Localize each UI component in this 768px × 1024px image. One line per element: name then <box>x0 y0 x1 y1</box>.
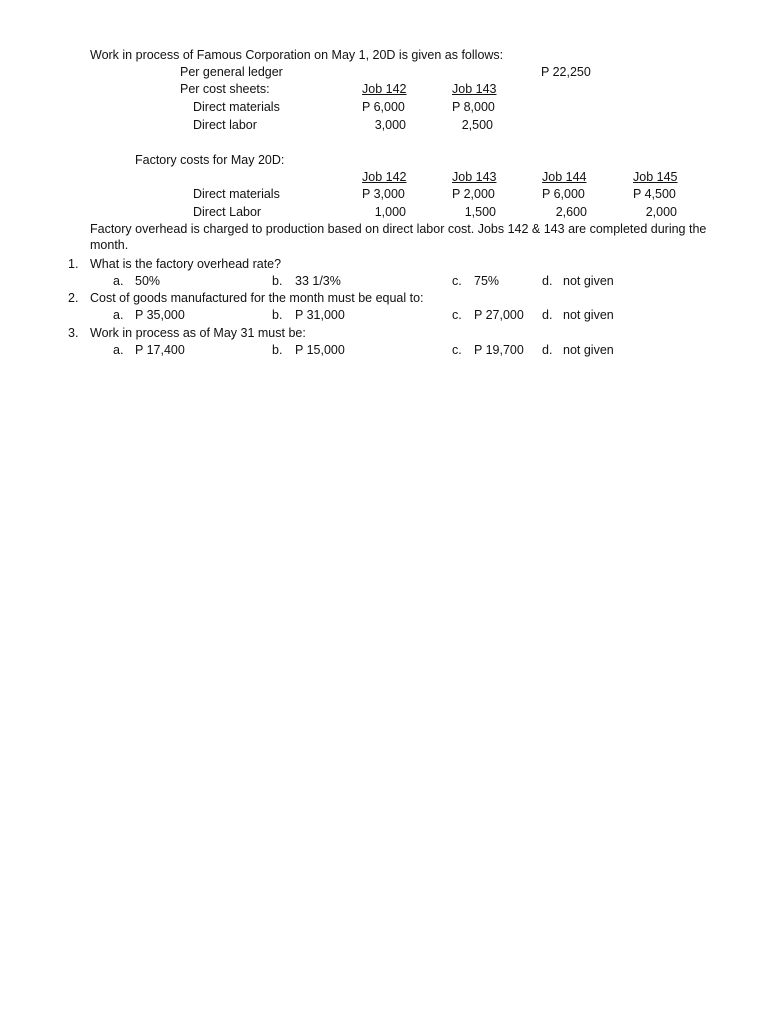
may-dm-job-143: P 2,000 <box>452 187 495 201</box>
may-dm-label: Direct materials <box>193 187 280 201</box>
question-3-text: Work in process as of May 31 must be: <box>90 326 306 340</box>
question-2-number: 2. <box>68 291 79 305</box>
q2-option-d: not given <box>563 308 614 322</box>
q3-option-b: P 15,000 <box>295 343 345 357</box>
q3-option-b-letter: b. <box>272 343 283 357</box>
q1-option-b: 33 1/3% <box>295 274 341 288</box>
q1-option-d-letter: d. <box>542 274 553 288</box>
opening-job-142-header: Job 142 <box>362 82 407 96</box>
opening-dl-job-142: 3,000 <box>374 118 406 132</box>
overhead-note: Factory overhead is charged to production based on direct labor cost. Jobs 142 & 143 are completed during the month. <box>90 222 707 252</box>
ledger-value: P 22,250 <box>541 65 591 79</box>
opening-dl-label: Direct labor <box>193 118 257 132</box>
q1-option-a-letter: a. <box>113 274 124 288</box>
may-job-145-header: Job 145 <box>633 170 678 184</box>
may-dm-job-142: P 3,000 <box>362 187 405 201</box>
may-dl-job-144: 2,600 <box>555 205 587 219</box>
q2-option-b-letter: b. <box>272 308 283 322</box>
q3-option-c: P 19,700 <box>474 343 524 357</box>
q1-option-b-letter: b. <box>272 274 283 288</box>
q1-option-c: 75% <box>474 274 500 288</box>
opening-dm-job-142: P 6,000 <box>362 100 405 114</box>
may-job-143-header: Job 143 <box>452 170 497 184</box>
q2-option-a: P 35,000 <box>135 308 185 322</box>
q3-option-d-letter: d. <box>542 343 553 357</box>
q3-option-d: not given <box>563 343 614 357</box>
q2-option-d-letter: d. <box>542 308 553 322</box>
q1-option-d: not given <box>563 274 614 288</box>
may-dl-job-142: 1,000 <box>374 205 406 219</box>
q1-option-a: 50% <box>135 274 161 288</box>
may-dm-job-144: P 6,000 <box>542 187 585 201</box>
intro-text: Work in process of Famous Corporation on May 1, 20D is given as follows: <box>90 48 504 62</box>
q3-option-a: P 17,400 <box>135 343 185 357</box>
may-job-144-header: Job 144 <box>542 170 587 184</box>
q2-option-c: P 27,000 <box>474 308 524 322</box>
may-dm-job-145: P 4,500 <box>633 187 676 201</box>
may-heading: Factory costs for May 20D: <box>135 153 285 167</box>
may-dl-job-143: 1,500 <box>464 205 496 219</box>
opening-job-143-header: Job 143 <box>452 82 497 96</box>
q1-option-c-letter: c. <box>452 274 462 288</box>
question-2-text: Cost of goods manufactured for the month must be equal to: <box>90 291 424 305</box>
q3-option-a-letter: a. <box>113 343 124 357</box>
q3-option-c-letter: c. <box>452 343 462 357</box>
q2-option-a-letter: a. <box>113 308 124 322</box>
ledger-label: Per general ledger <box>180 65 283 79</box>
opening-dm-label: Direct materials <box>193 100 280 114</box>
may-job-142-header: Job 142 <box>362 170 407 184</box>
question-1-text: What is the factory overhead rate? <box>90 257 282 271</box>
q2-option-c-letter: c. <box>452 308 462 322</box>
may-dl-job-145: 2,000 <box>645 205 677 219</box>
q2-option-b: P 31,000 <box>295 308 345 322</box>
question-1-number: 1. <box>68 257 79 271</box>
cost-sheets-label: Per cost sheets: <box>180 82 270 96</box>
opening-dm-job-143: P 8,000 <box>452 100 495 114</box>
opening-dl-job-143: 2,500 <box>461 118 493 132</box>
may-dl-label: Direct Labor <box>193 205 262 219</box>
question-3-number: 3. <box>68 326 79 340</box>
